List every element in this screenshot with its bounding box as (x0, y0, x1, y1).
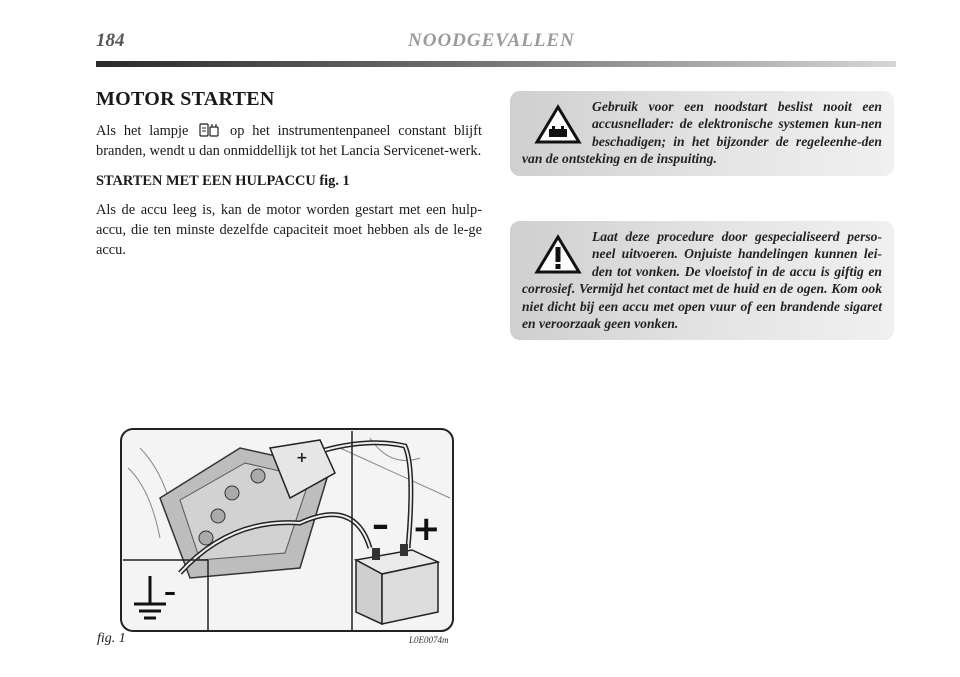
figure-caption: fig. 1 (97, 631, 126, 646)
subsection-heading: STARTEN MET EEN HULPACCU fig. 1 (96, 173, 350, 189)
section-title: NOODGEVALLEN (408, 30, 575, 51)
paragraph-warning-lamp (96, 121, 482, 161)
exclamation-warning-icon (534, 234, 582, 274)
warning-box-procedure (510, 221, 894, 340)
paragraph-jump-start: Als de accu leeg is, kan de motor worden gestart met een hulp-accu, die ten minste dezelfde capaciteit moet hebben als de le-ge accu. (96, 202, 482, 258)
jump-start-battery-illustration (120, 428, 454, 632)
booster-plus-label: + (412, 509, 441, 549)
warning-text-charger: Gebruik voor een noodstart beslist nooit een accusnellader: de elektronische systemen kun-nen beschadigen; in het bijzonder de regeleenhe-den van de ontsteking en de inspuiting. (522, 99, 882, 167)
page-heading: MOTOR STARTEN (96, 88, 275, 110)
main-column (96, 88, 482, 272)
warning-box-charger (510, 91, 894, 176)
terminal-plus-mark: + (296, 450, 308, 466)
warning-text-procedure: Laat deze procedure door gespecialiseerd perso-neel uitvoeren. Onjuiste handelingen kunnen lei-den tot vonken. De vloeistof in de accu is giftig en corrosief. Vermijd het contact met de huid en de ogen. Kom ook niet dicht bij een accu met open vuur of een brandende sigaret en veroorzaak geen vonken. (522, 229, 882, 332)
paragraph-text-start: Als het lampje (96, 123, 189, 139)
figure-code: L0E0074m (409, 635, 449, 645)
booster-minus-label: – (372, 505, 389, 545)
engine-oil-lamp-icon (198, 121, 220, 139)
ground-minus-label: – (164, 578, 176, 606)
battery-charger-warning-icon (534, 104, 582, 144)
paragraph-text-end: op het instrumentenpaneel constant blijft branden, wendt u dan onmiddellijk tot het Lancia Servicenet-werk. (96, 123, 482, 159)
page-number: 184 (96, 30, 125, 51)
header-divider (96, 61, 896, 67)
